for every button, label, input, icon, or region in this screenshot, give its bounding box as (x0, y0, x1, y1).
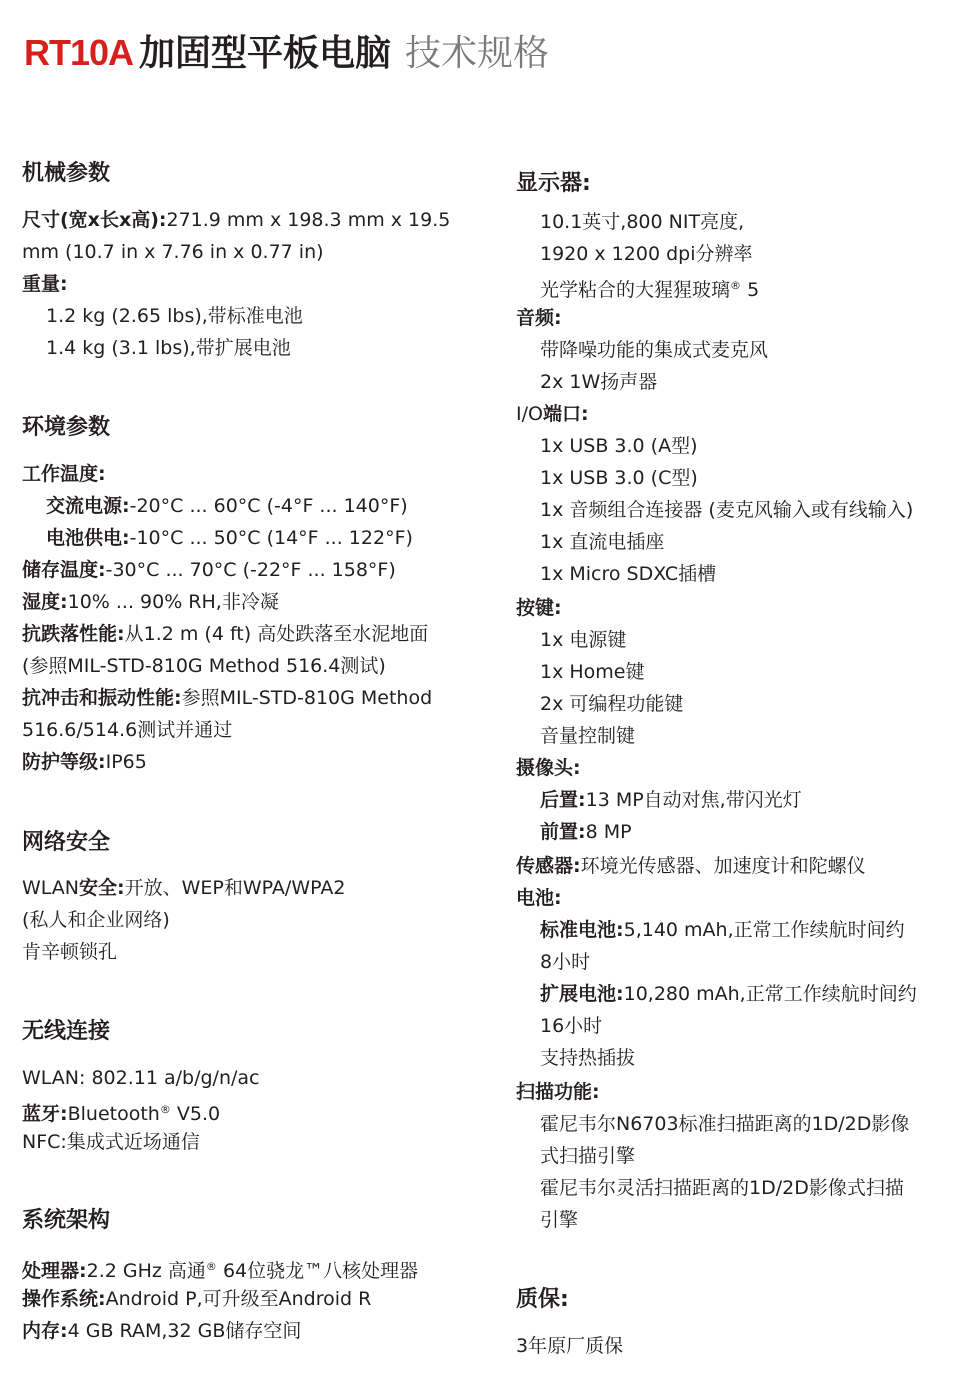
spec-usb-c: 1x USB 3.0 (C型) (540, 467, 698, 489)
spec-label: 传感器: (516, 855, 581, 877)
page-title (24, 30, 549, 77)
spec-value: 8 MP (585, 821, 632, 843)
spec-speaker: 2x 1W扬声器 (540, 371, 658, 393)
spec-processor: 处理器:2.2 GHz 高通® 64位骁龙™八核处理器 (22, 1260, 419, 1282)
section-label-scan: 扫描功能: (516, 1081, 600, 1103)
spec-extended-battery-cont: 16小时 (540, 1015, 603, 1037)
spec-bluetooth: 蓝牙:Bluetooth® V5.0 (22, 1103, 221, 1125)
spec-value: -20°C ... 60°C (-4°F ... 140°F) (129, 495, 408, 517)
spec-rear-camera (540, 784, 802, 816)
spec-label: 抗冲击和振动性能: (22, 687, 182, 709)
spec-extended-battery (540, 978, 917, 1010)
spec-label: 扩展电池: (540, 983, 624, 1005)
spec-wlan (22, 1062, 260, 1094)
spec-value: 参照MIL-STD-810G Method (181, 687, 433, 709)
spec-weight-standard: 1.2 kg (2.65 lbs),带标准电池 (46, 305, 303, 327)
spec-scan-engine-flex: 霍尼韦尔灵活扫描距离的1D/2D影像式扫描 (540, 1177, 904, 1199)
section-heading-wireless: 无线连接 (22, 1019, 111, 1044)
spec-nfc (22, 1126, 200, 1158)
spec-os (22, 1283, 371, 1315)
spec-memory (22, 1315, 301, 1347)
spec-usb-a: 1x USB 3.0 (A型) (540, 435, 698, 457)
spec-programmable-keys: 2x 可编程功能键 (540, 693, 684, 715)
spec-ac-temp (46, 490, 408, 522)
spec-label: WLAN: (22, 1067, 86, 1089)
spec-dimensions (22, 204, 450, 236)
spec-volume-keys: 音量控制键 (540, 725, 636, 747)
spec-value: 5,140 mAh,正常工作续航时间约 (623, 919, 905, 941)
spec-microphone: 带降噪功能的集成式麦克风 (540, 339, 769, 361)
spec-operating-temp-label: 工作温度: (22, 463, 106, 485)
section-heading-display: 显示器: (516, 171, 591, 196)
spec-shock-cont: 516.6/514.6测试并通过 (22, 719, 233, 741)
spec-scan-engine-standard: 霍尼韦尔N6703标准扫描距离的1D/2D影像 (540, 1113, 910, 1135)
spec-label: NFC: (22, 1131, 67, 1153)
spec-weight-label: 重量: (22, 273, 68, 295)
spec-hot-swap: 支持热插拔 (540, 1047, 636, 1069)
spec-label: 安全: (79, 877, 125, 899)
spec-battery-temp (46, 522, 413, 554)
section-label-io: I/O端口: (516, 403, 589, 425)
spec-value: 10% ... 90% RH,非冷凝 (67, 591, 279, 613)
spec-label: 蓝牙: (22, 1103, 68, 1125)
spec-humidity (22, 586, 279, 618)
spec-value: Android P,可升级至Android R (105, 1288, 372, 1310)
spec-audio-jack: 1x 音频组合连接器 (麦克风输入或有线输入) (540, 499, 914, 521)
spec-display-size: 10.1英寸,800 NIT亮度, (540, 211, 745, 233)
spec-drop (22, 618, 428, 650)
section-heading-environment: 环境参数 (22, 415, 111, 440)
document-subtitle: 技术规格 (405, 33, 550, 74)
section-label-camera: 摄像头: (516, 757, 581, 779)
product-name: 加固型平板电脑 (139, 33, 392, 74)
section-heading-security: 网络安全 (22, 830, 111, 855)
spec-power-key: 1x 电源键 (540, 629, 627, 651)
section-label-audio: 音频: (516, 307, 562, 329)
spec-value: 开放、WEP和WPA/WPA2 (124, 877, 346, 899)
spec-sdxc-slot: 1x Micro SDXC插槽 (540, 563, 717, 585)
spec-standard-battery (540, 914, 905, 946)
spec-weight-extended: 1.4 kg (3.1 lbs),带扩展电池 (46, 337, 291, 359)
spec-storage-temp (22, 554, 396, 586)
spec-warranty: 3年原厂质保 (516, 1335, 624, 1357)
spec-display-resolution: 1920 x 1200 dpi分辨率 (540, 243, 753, 265)
section-heading-system: 系统架构 (22, 1208, 111, 1233)
spec-wlan-security: WLAN安全:开放、WEP和WPA/WPA2 (22, 877, 346, 899)
spec-value: 从1.2 m (4 ft) 高处跌落至水泥地面 (124, 623, 429, 645)
spec-home-key: 1x Home键 (540, 661, 645, 683)
spec-display-glass: 光学粘合的大猩猩玻璃® 5 (540, 279, 760, 301)
spec-label: 标准电池: (540, 919, 624, 941)
spec-label: 操作系统: (22, 1288, 106, 1310)
section-heading-mechanical: 机械参数 (22, 161, 111, 186)
spec-label: 储存温度: (22, 559, 106, 581)
spec-sensors (516, 850, 866, 882)
spec-label: 前置: (540, 821, 586, 843)
spec-value: 集成式近场通信 (66, 1131, 200, 1153)
spec-label: 防护等级: (22, 751, 106, 773)
spec-kensington-lock: 肯辛顿锁孔 (22, 941, 118, 963)
spec-value: 4 GB RAM,32 GB储存空间 (67, 1320, 302, 1342)
spec-label: 处理器: (22, 1260, 87, 1282)
spec-drop-cont: (参照MIL-STD-810G Method 516.4测试) (22, 655, 386, 677)
spec-scan-engine-standard-cont: 式扫描引擎 (540, 1145, 636, 1167)
section-label-keys: 按键: (516, 597, 562, 619)
section-label-battery: 电池: (516, 887, 562, 909)
spec-value: 环境光传感器、加速度计和陀螺仪 (580, 855, 866, 877)
spec-label: 后置: (540, 789, 586, 811)
model-name: RT10A (24, 32, 134, 73)
section-heading-warranty: 质保: (516, 1287, 569, 1312)
spec-label: 交流电源: (46, 495, 130, 517)
spec-standard-battery-cont: 8小时 (540, 951, 591, 973)
spec-value: -30°C ... 70°C (-22°F ... 158°F) (105, 559, 396, 581)
spec-dimensions-cont: mm (10.7 in x 7.76 in x 0.77 in) (22, 241, 324, 263)
spec-value: -10°C ... 50°C (14°F ... 122°F) (129, 527, 413, 549)
spec-ip-rating (22, 746, 147, 778)
spec-scan-engine-flex-cont: 引擎 (540, 1209, 579, 1231)
spec-value: 13 MP自动对焦,带闪光灯 (585, 789, 802, 811)
spec-label: 尺寸(宽x长x高): (22, 209, 167, 231)
spec-front-camera (540, 816, 632, 848)
spec-label: 内存: (22, 1320, 68, 1342)
spec-label: 电池供电: (46, 527, 130, 549)
spec-value: IP65 (105, 751, 147, 773)
spec-value: 271.9 mm x 198.3 mm x 19.5 (166, 209, 451, 231)
spec-shock (22, 682, 432, 714)
spec-dc-jack: 1x 直流电插座 (540, 531, 665, 553)
spec-value: 10,280 mAh,正常工作续航时间约 (623, 983, 917, 1005)
spec-label: 抗跌落性能: (22, 623, 125, 645)
spec-value: 802.11 a/b/g/n/ac (91, 1067, 260, 1089)
spec-label: 湿度: (22, 591, 68, 613)
spec-wlan-security-cont: (私人和企业网络) (22, 909, 170, 931)
